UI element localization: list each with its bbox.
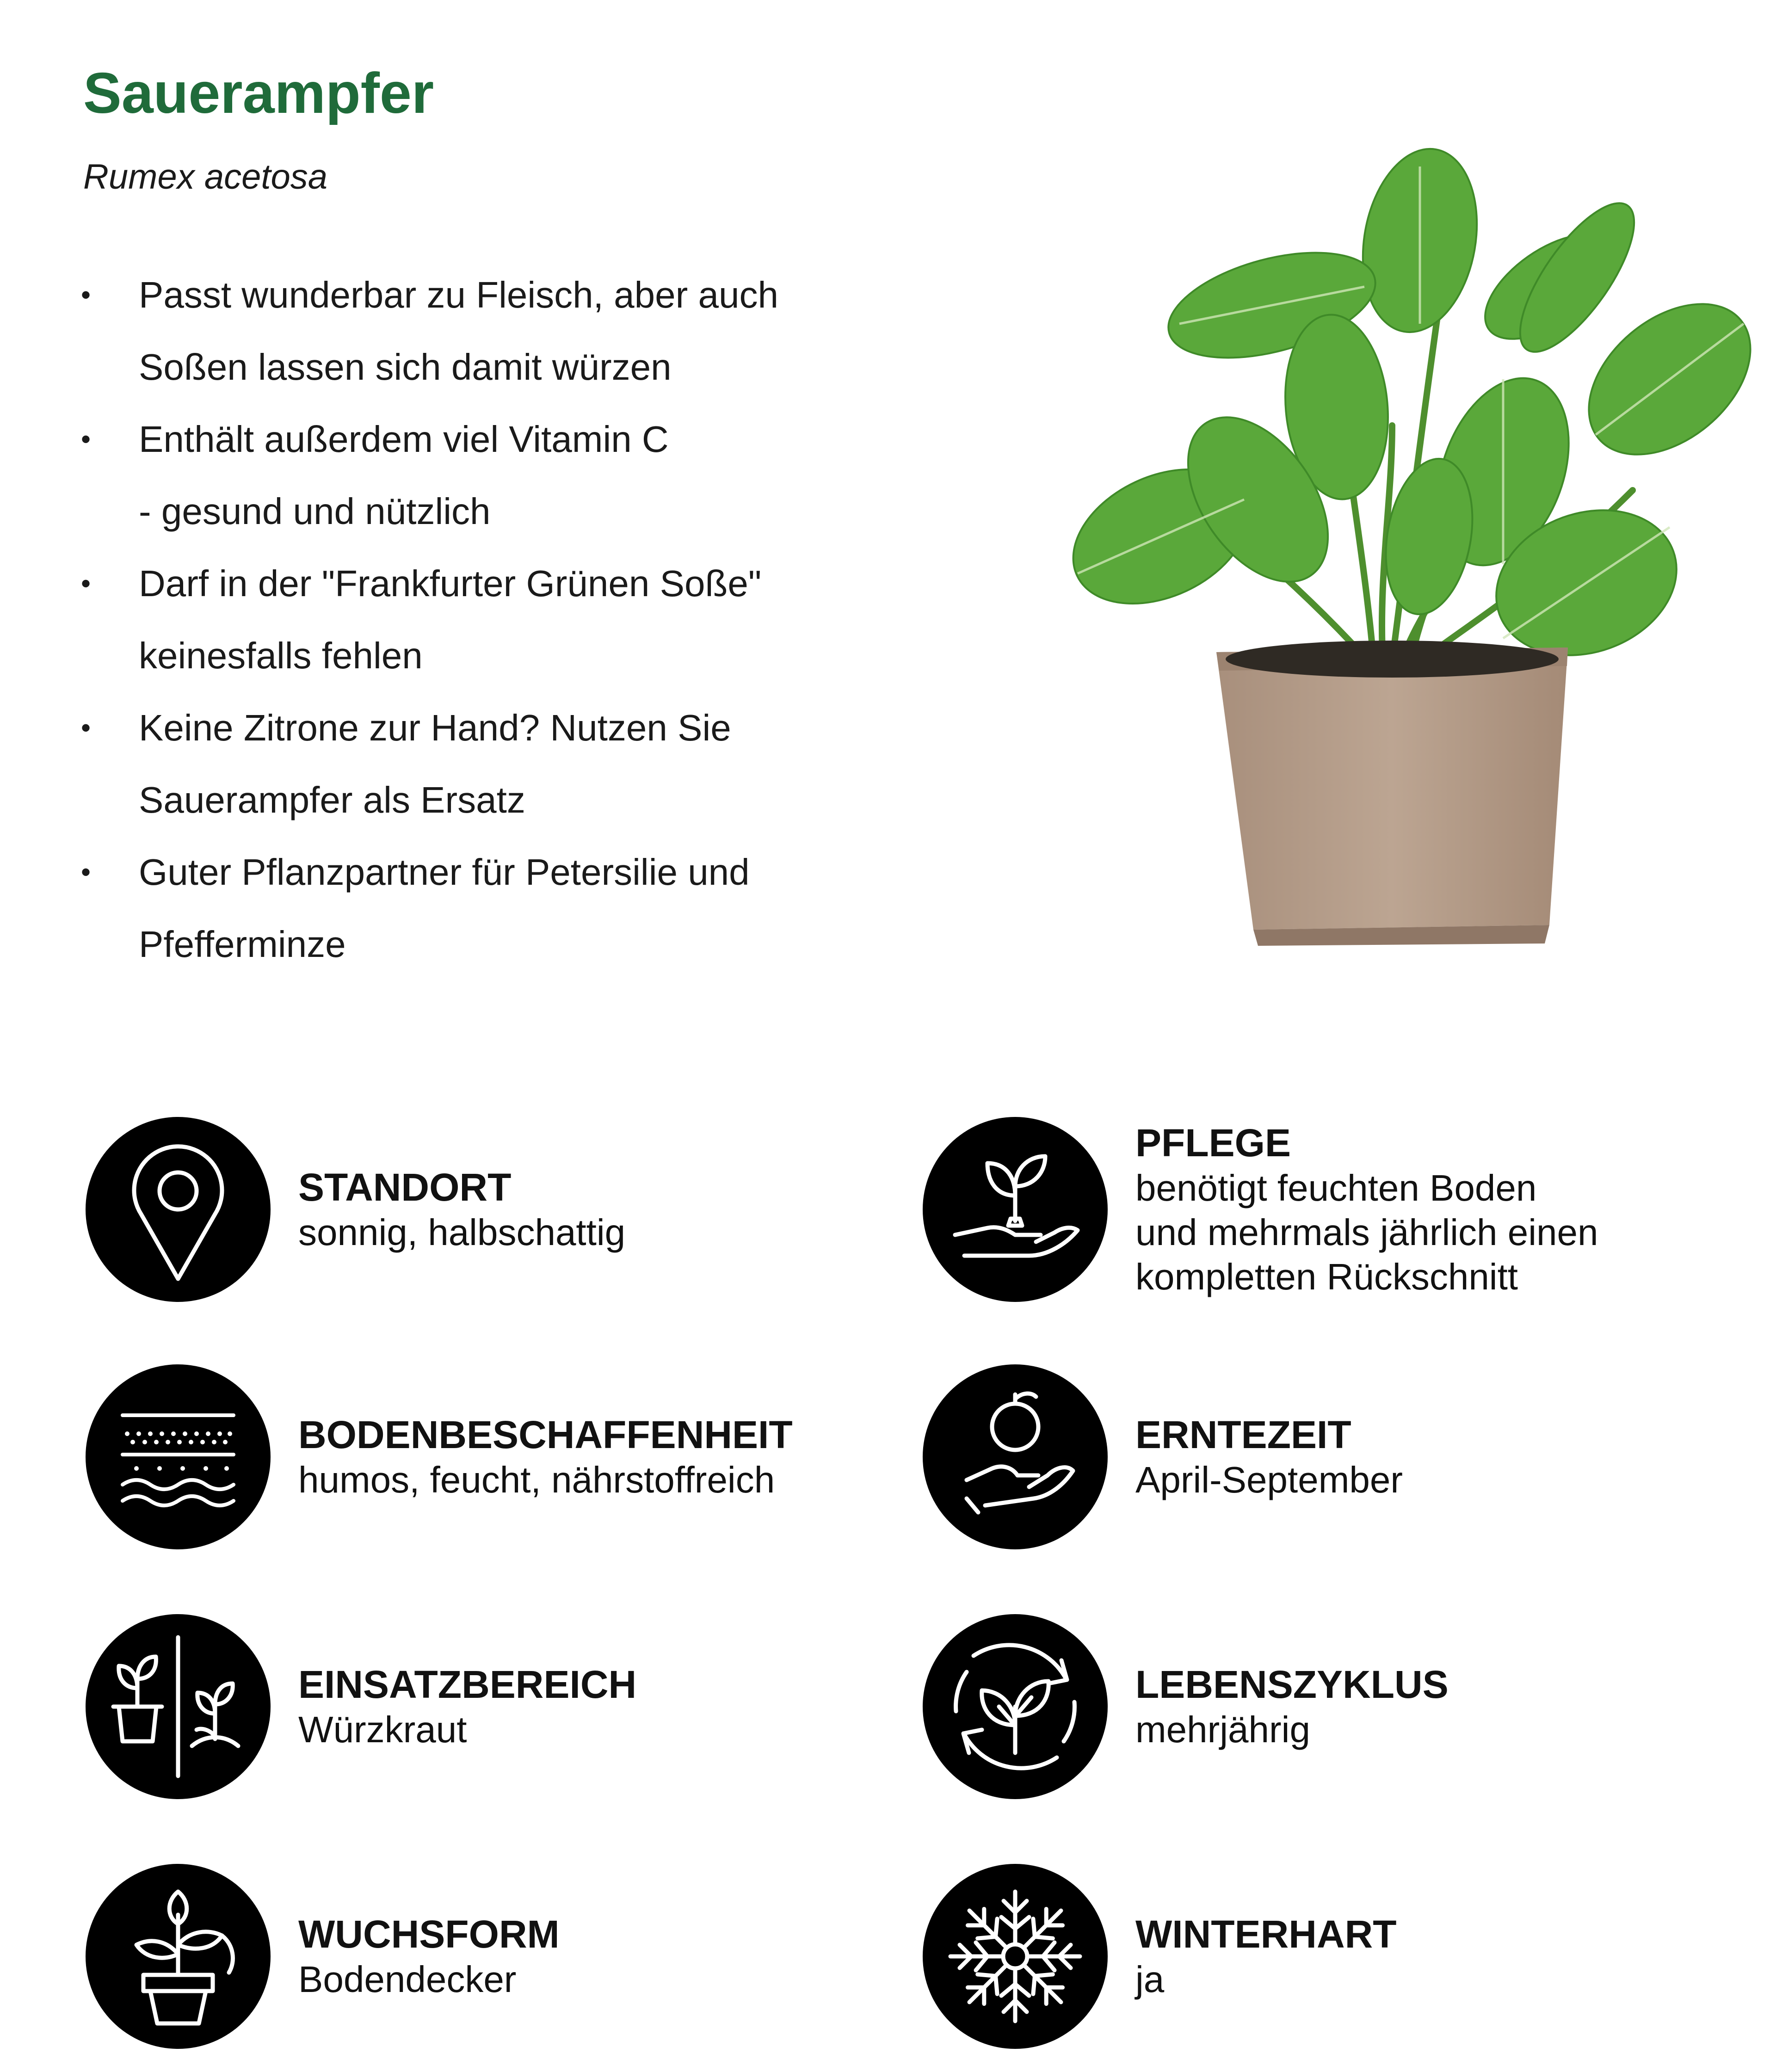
feature-value: mehrjährig [1135,1709,1310,1750]
cycle-sprout-icon [923,1614,1108,1799]
feature-label: WINTERHART [1135,1912,1397,1956]
bullet-text-line: Sauerampfer als Ersatz [139,779,525,820]
feature-standort [86,1117,900,1302]
soil-layers-icon [86,1364,271,1549]
feature-value: und mehrmals jährlich einen [1135,1212,1598,1253]
feature-pflege [923,1117,1737,1302]
snowflake-icon [923,1864,1108,2049]
feature-bodenbeschaffenheit [86,1364,900,1549]
bullet-text-line: keinesfalls fehlen [139,635,423,676]
list-item [81,692,913,836]
bullet-text-line: - gesund und nützlich [139,491,491,532]
feature-label: EINSATZBEREICH [298,1663,637,1706]
feature-label: BODENBESCHAFFENHEIT [298,1413,793,1456]
page-title: Sauerampfer [83,62,434,125]
feature-value: kompletten Rückschnitt [1135,1256,1518,1297]
feature-label: LEBENSZYKLUS [1135,1663,1449,1706]
feature-value: sonnig, halbschattig [298,1212,626,1253]
bullet-dot: • [81,424,91,455]
feature-label: ERNTEZEIT [1135,1413,1351,1456]
bullet-text-line: Pfefferminze [139,924,346,965]
feature-label: WUCHSFORM [298,1912,560,1956]
hand-fruit-icon [923,1364,1108,1549]
feature-label: STANDORT [298,1166,512,1209]
feature-winterhart [923,1864,1737,2049]
feature-einsatzbereich [86,1614,900,1799]
feature-erntezeit [923,1364,1737,1549]
bullet-text-line: Soßen lassen sich damit würzen [139,346,672,388]
location-pin-icon [86,1117,271,1302]
list-item [81,836,913,980]
bullet-text-line: Keine Zitrone zur Hand? Nutzen Sie [139,707,731,748]
list-item [81,259,913,403]
bullet-text-line: Enthält außerdem viel Vitamin C [139,419,669,460]
feature-bullet-list [81,259,913,980]
bullet-dot: • [81,712,91,743]
latin-name: Rumex acetosa [83,157,328,197]
feature-value: Würzkraut [298,1709,467,1750]
feature-label: PFLEGE [1135,1121,1291,1165]
bullet-text-line: Guter Pflanzpartner für Petersilie und [139,851,750,893]
feature-value: Bodendecker [298,1959,517,2000]
bullet-dot: • [81,568,91,599]
pot-and-ground-icon [86,1614,271,1799]
bullet-text-line: Darf in der "Frankfurter Grünen Soße" [139,563,762,604]
feature-wuchsform [86,1864,900,2049]
bullet-text-line: Passt wunderbar zu Fleisch, aber auch [139,274,778,315]
bullet-dot: • [81,857,91,888]
sorrel-plant-image [1013,139,1762,967]
feature-lebenszyklus [923,1614,1737,1799]
bullet-dot: • [81,279,91,310]
feature-value: April-September [1135,1459,1403,1500]
feature-value: ja [1135,1959,1165,2000]
hand-seedling-icon [923,1117,1108,1302]
list-item [81,403,913,548]
list-item [81,548,913,692]
potted-plant-icon [86,1864,271,2049]
feature-value: humos, feucht, nährstoffreich [298,1459,775,1500]
feature-value: benötigt feuchten Boden [1135,1167,1537,1209]
